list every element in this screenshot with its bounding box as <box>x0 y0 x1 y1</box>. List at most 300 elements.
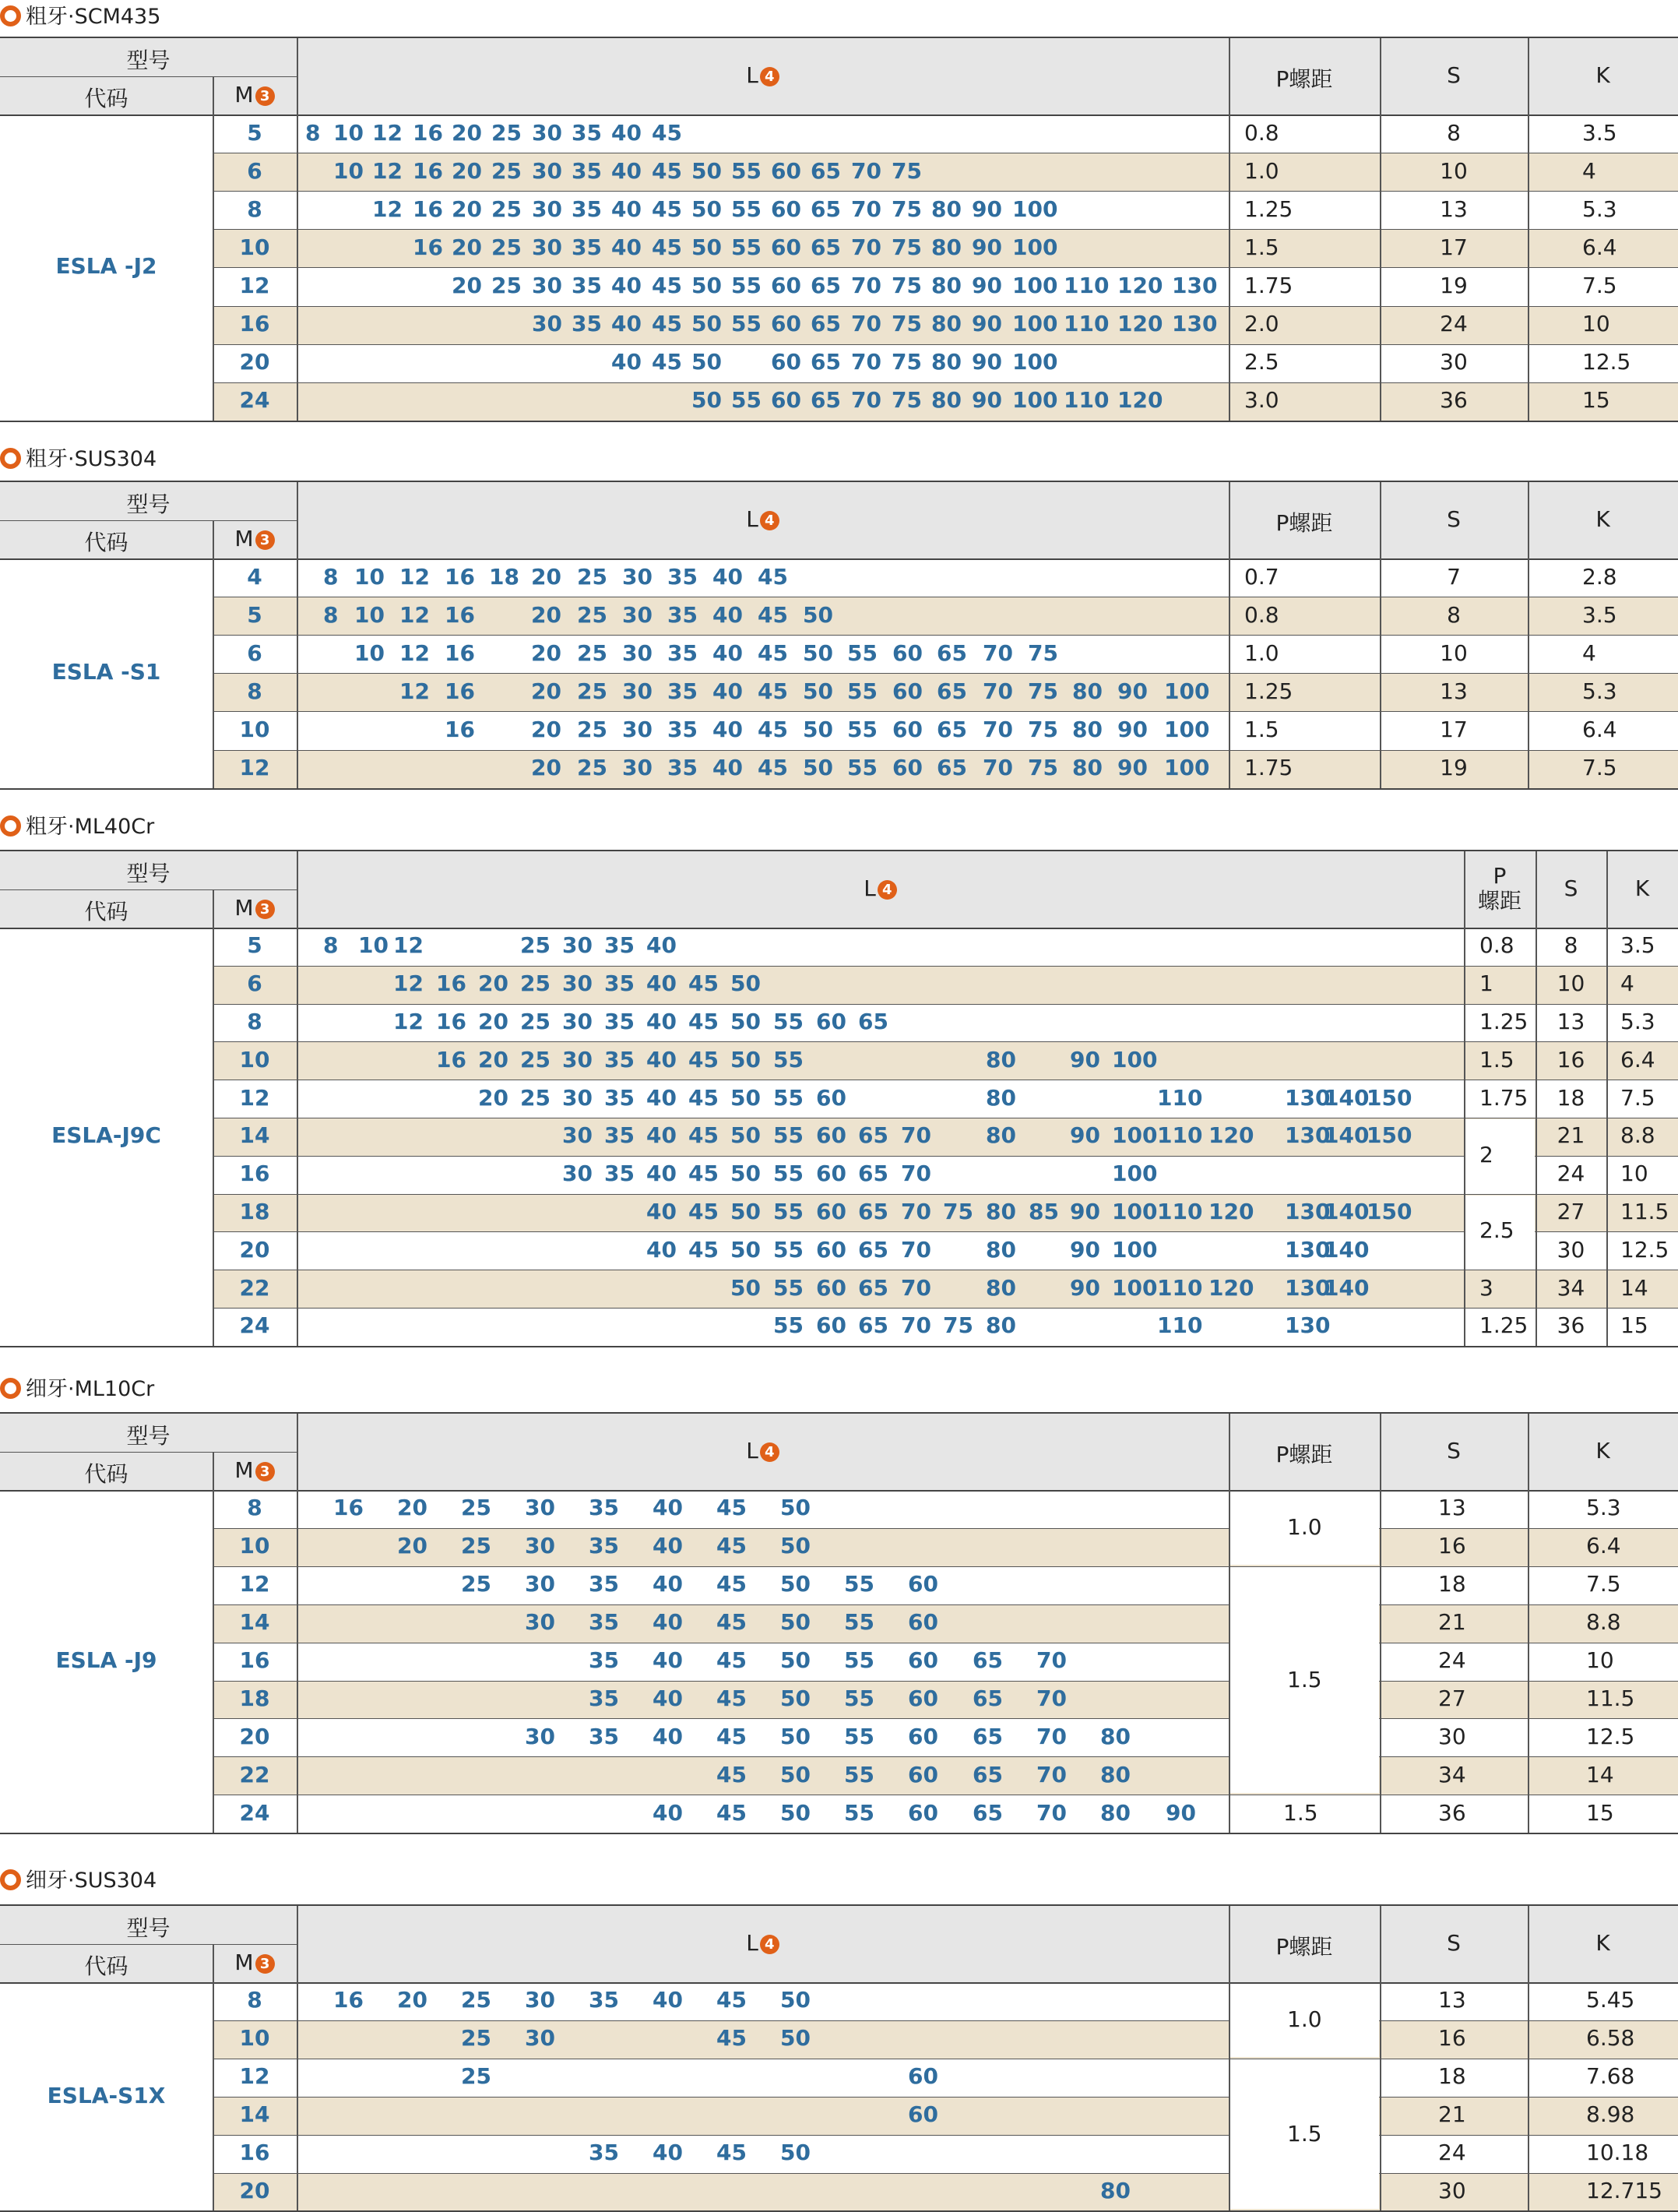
l-value: 40 <box>646 1236 677 1263</box>
l-value: 16 <box>445 563 475 590</box>
l-value: 45 <box>716 1609 747 1636</box>
l-value: 40 <box>611 195 642 222</box>
s-value: 19 <box>1440 272 1468 298</box>
l-value: 100 <box>1012 311 1058 337</box>
l-value: 25 <box>461 2063 491 2090</box>
l-value: 25 <box>491 157 522 184</box>
l-value: 16 <box>436 970 466 997</box>
l-value: 60 <box>892 755 923 781</box>
header-s: S <box>1447 1930 1461 1956</box>
s-value: 24 <box>1438 2140 1466 2166</box>
k-value: 4 <box>1620 970 1634 997</box>
l-value: 110 <box>1157 1199 1203 1224</box>
header-code: 代码 <box>84 85 128 111</box>
m-value: 8 <box>247 195 262 222</box>
l-value: 55 <box>844 1685 874 1711</box>
l-value: 45 <box>688 1161 719 1187</box>
s-value: 18 <box>1438 1571 1466 1597</box>
l-value: 55 <box>773 1199 804 1224</box>
k-value: 10.18 <box>1586 2140 1649 2166</box>
l-value: 75 <box>1028 639 1058 666</box>
l-value: 12 <box>372 119 403 146</box>
l-value: 50 <box>780 2140 811 2166</box>
s-value: 8 <box>1564 932 1578 959</box>
l-value: 60 <box>816 1122 846 1149</box>
m-value: 10 <box>239 716 270 742</box>
l-value: 8 <box>305 119 321 146</box>
l-value: 65 <box>937 716 967 742</box>
l-value: 30 <box>562 1122 593 1149</box>
circle-bullet-icon <box>0 1869 21 1890</box>
m-value: 10 <box>239 234 270 260</box>
s-value: 34 <box>1438 1761 1466 1788</box>
l-value: 45 <box>652 195 682 222</box>
s-value: 17 <box>1440 716 1468 742</box>
m-value: 22 <box>239 1761 270 1788</box>
s-value: 36 <box>1440 387 1468 414</box>
s-value: 8 <box>1447 601 1461 628</box>
l-value: 140 <box>1324 1084 1370 1111</box>
k-value: 7.5 <box>1582 755 1617 781</box>
l-value: 50 <box>803 601 833 628</box>
number-badge-icon: 4 <box>760 67 779 86</box>
l-value: 120 <box>1208 1199 1254 1224</box>
l-value: 50 <box>691 195 722 222</box>
l-value: 65 <box>811 311 841 337</box>
k-value: 6.4 <box>1582 716 1617 742</box>
l-value: 45 <box>716 1495 747 1521</box>
divider <box>213 382 1678 383</box>
m-value: 20 <box>239 2177 270 2203</box>
l-value: 140 <box>1324 1274 1370 1301</box>
l-value: 45 <box>652 311 682 337</box>
l-value: 12 <box>393 932 424 959</box>
l-value: 35 <box>667 639 698 666</box>
spec-table <box>0 37 1678 422</box>
m-value: 12 <box>239 272 270 298</box>
m-value: 5 <box>247 119 262 146</box>
l-value: 70 <box>851 234 881 260</box>
k-value: 6.4 <box>1586 1533 1621 1559</box>
l-value: 55 <box>844 1761 874 1788</box>
header-m-text: M <box>234 894 254 921</box>
l-value: 60 <box>908 2063 938 2090</box>
l-value: 130 <box>1285 1199 1331 1224</box>
section-title-text: 细牙·ML10Cr <box>26 1377 155 1401</box>
k-value: 15 <box>1586 1799 1614 1826</box>
circle-bullet-icon <box>0 815 21 837</box>
divider <box>1229 482 1230 788</box>
k-value: 4 <box>1582 639 1596 666</box>
l-value: 90 <box>1070 1046 1100 1073</box>
section-title <box>0 1867 157 1898</box>
table-row <box>213 1270 1678 1308</box>
section-title-text: 粗牙·SUS304 <box>26 447 157 471</box>
l-value: 12 <box>393 1009 424 1034</box>
l-value: 55 <box>847 639 878 666</box>
divider <box>213 344 1678 345</box>
l-value: 45 <box>716 1723 747 1749</box>
l-value: 25 <box>491 234 522 260</box>
header-model: 型号 <box>126 1422 171 1449</box>
l-value: 60 <box>816 1274 846 1301</box>
l-value: 45 <box>716 1799 747 1826</box>
l-value: 55 <box>773 1122 804 1149</box>
spec-table <box>0 1904 1678 2212</box>
l-value: 60 <box>771 157 801 184</box>
l-value: 25 <box>577 716 607 742</box>
pitch-merged-cell <box>1465 1119 1535 1192</box>
l-value: 40 <box>712 601 743 628</box>
l-value: 35 <box>667 716 698 742</box>
pitch-value: 0.7 <box>1244 563 1279 590</box>
header-model: 型号 <box>126 47 171 73</box>
l-value: 65 <box>973 1647 1003 1674</box>
l-value: 100 <box>1112 1046 1158 1073</box>
l-value: 70 <box>851 387 881 414</box>
m-value: 12 <box>239 2063 270 2090</box>
s-value: 10 <box>1440 639 1468 666</box>
table-row <box>213 966 1678 1004</box>
l-value: 80 <box>1072 716 1103 742</box>
k-value: 6.4 <box>1620 1046 1655 1073</box>
l-value: 35 <box>589 1609 619 1636</box>
l-value: 110 <box>1157 1274 1203 1301</box>
l-value: 50 <box>780 2025 811 2052</box>
k-value: 11.5 <box>1586 1685 1635 1711</box>
l-value: 45 <box>688 1199 719 1224</box>
l-value: 50 <box>730 1084 761 1111</box>
header-pitch-line1: P <box>1493 863 1507 889</box>
l-value: 40 <box>646 932 677 959</box>
divider <box>1606 851 1608 1346</box>
header-pitch-line2: 螺距 <box>1477 888 1521 914</box>
l-value: 40 <box>653 1647 683 1674</box>
l-value: 75 <box>892 157 922 184</box>
l-value: 55 <box>847 678 878 704</box>
l-value: 10 <box>333 157 364 184</box>
l-value: 30 <box>562 1046 593 1073</box>
m-value: 18 <box>239 1199 270 1224</box>
l-value: 55 <box>844 1647 874 1674</box>
number-badge-icon: 4 <box>760 1442 779 1462</box>
l-value: 35 <box>572 311 602 337</box>
divider <box>213 520 214 788</box>
header-s: S <box>1447 1438 1461 1464</box>
l-value: 30 <box>622 601 653 628</box>
l-value: 50 <box>691 157 722 184</box>
divider <box>1380 482 1381 788</box>
l-value: 80 <box>1072 678 1103 704</box>
l-value: 45 <box>652 119 682 146</box>
s-value: 34 <box>1557 1274 1585 1301</box>
l-value: 25 <box>577 639 607 666</box>
l-value: 110 <box>1157 1312 1203 1339</box>
l-value: 30 <box>562 1084 593 1111</box>
m-value: 5 <box>247 932 262 959</box>
l-value: 40 <box>712 755 743 781</box>
divider <box>1229 38 1230 421</box>
l-value: 35 <box>604 1084 635 1111</box>
l-value: 16 <box>445 639 475 666</box>
l-value: 16 <box>413 157 443 184</box>
l-value: 75 <box>892 387 922 414</box>
pitch-value: 1.5 <box>1283 1799 1318 1826</box>
l-value: 100 <box>1164 678 1210 704</box>
divider <box>1528 1906 1529 2210</box>
number-badge-icon: 3 <box>255 530 275 550</box>
header-l-text: L <box>746 1438 758 1464</box>
l-value: 100 <box>1112 1274 1158 1301</box>
l-value: 50 <box>803 678 833 704</box>
l-value: 60 <box>771 195 801 222</box>
l-value: 45 <box>758 716 788 742</box>
header-pitch: P螺距 <box>1275 1442 1333 1467</box>
l-value: 45 <box>716 1987 747 2013</box>
header-code: 代码 <box>84 1460 128 1487</box>
l-value: 110 <box>1064 311 1110 337</box>
l-value: 30 <box>562 970 593 997</box>
l-value: 10 <box>358 932 389 959</box>
pitch-value: 1.25 <box>1479 1312 1528 1339</box>
k-value: 5.45 <box>1586 1987 1635 2013</box>
divider <box>213 673 1678 674</box>
l-value: 55 <box>844 1609 874 1636</box>
l-value: 25 <box>520 970 551 997</box>
l-value: 20 <box>478 970 508 997</box>
header-m-text: M <box>234 1456 254 1483</box>
l-value: 70 <box>851 195 881 222</box>
m-value: 10 <box>239 1533 270 1559</box>
divider <box>1380 38 1381 421</box>
pitch-value: 2 <box>1479 1141 1493 1168</box>
l-value: 16 <box>445 716 475 742</box>
m-value: 12 <box>239 1084 270 1111</box>
m-value: 16 <box>239 2140 270 2166</box>
number-badge-icon: 3 <box>255 900 275 919</box>
l-value: 90 <box>972 311 1002 337</box>
l-value: 60 <box>908 2101 938 2128</box>
l-value: 20 <box>478 1046 508 1073</box>
l-value: 30 <box>622 716 653 742</box>
l-value: 25 <box>520 1084 551 1111</box>
pitch-value: 1.0 <box>1244 639 1279 666</box>
k-value: 12.5 <box>1620 1236 1669 1263</box>
l-value: 55 <box>847 716 878 742</box>
l-value: 8 <box>323 932 339 959</box>
l-value: 20 <box>397 1495 427 1521</box>
l-value: 60 <box>892 678 923 704</box>
k-value: 2.8 <box>1582 563 1617 590</box>
l-value: 25 <box>491 119 522 146</box>
l-value: 25 <box>520 932 551 959</box>
l-value: 100 <box>1012 272 1058 298</box>
divider <box>1528 38 1529 421</box>
section-title-text: 粗牙·ML40Cr <box>26 815 155 839</box>
l-value: 70 <box>901 1122 931 1149</box>
l-value: 16 <box>413 195 443 222</box>
pitch-value: 3 <box>1479 1274 1493 1301</box>
l-value: 100 <box>1112 1161 1158 1187</box>
s-value: 36 <box>1557 1312 1585 1339</box>
l-value: 35 <box>604 1046 635 1073</box>
s-value: 30 <box>1438 2177 1466 2203</box>
divider <box>297 482 298 788</box>
l-value: 60 <box>892 639 923 666</box>
m-value: 20 <box>239 349 270 375</box>
number-badge-icon: 4 <box>760 1935 779 1954</box>
divider <box>1528 482 1529 788</box>
l-value: 45 <box>758 678 788 704</box>
s-value: 13 <box>1440 195 1468 222</box>
l-value: 65 <box>937 678 967 704</box>
header-model: 型号 <box>126 860 171 886</box>
l-value: 120 <box>1208 1274 1254 1301</box>
l-value: 30 <box>562 1009 593 1034</box>
divider <box>213 1156 1678 1157</box>
l-value: 25 <box>577 563 607 590</box>
s-value: 30 <box>1440 349 1468 375</box>
k-value: 15 <box>1620 1312 1648 1339</box>
l-value: 75 <box>1028 716 1058 742</box>
l-value: 65 <box>811 234 841 260</box>
l-value: 8 <box>323 601 339 628</box>
header-m-text: M <box>234 525 254 551</box>
l-value: 40 <box>646 1199 677 1224</box>
l-value: 45 <box>688 1236 719 1263</box>
l-value: 45 <box>688 1046 719 1073</box>
l-value: 25 <box>577 601 607 628</box>
l-value: 40 <box>611 349 642 375</box>
header-pitch <box>1464 864 1536 914</box>
l-value: 65 <box>811 387 841 414</box>
m-value: 24 <box>239 387 270 414</box>
l-value: 45 <box>716 2025 747 2052</box>
m-value: 10 <box>239 1046 270 1073</box>
divider <box>1536 851 1537 1346</box>
l-value: 70 <box>983 639 1013 666</box>
l-value: 20 <box>531 755 561 781</box>
l-value: 100 <box>1012 234 1058 260</box>
divider <box>297 1414 298 1833</box>
m-value: 6 <box>247 970 262 997</box>
k-value: 5.3 <box>1582 195 1617 222</box>
l-value: 35 <box>572 119 602 146</box>
l-value: 50 <box>780 1723 811 1749</box>
k-value: 3.5 <box>1582 601 1617 628</box>
l-value: 45 <box>688 970 719 997</box>
l-value: 40 <box>653 1987 683 2013</box>
circle-bullet-icon <box>0 448 21 469</box>
header-model: 型号 <box>126 1914 171 1941</box>
l-value: 12 <box>399 601 430 628</box>
l-value: 100 <box>1012 195 1058 222</box>
pitch-value: 2.5 <box>1479 1217 1514 1244</box>
l-value: 35 <box>589 1723 619 1749</box>
pitch-value: 1 <box>1479 970 1493 997</box>
l-value: 80 <box>986 1046 1016 1073</box>
l-value: 65 <box>937 755 967 781</box>
divider <box>213 2097 1678 2098</box>
l-value: 35 <box>667 755 698 781</box>
l-value: 65 <box>858 1161 888 1187</box>
pitch-value: 1.25 <box>1244 195 1293 222</box>
pitch-value: 2.5 <box>1244 349 1279 375</box>
l-value: 80 <box>986 1122 1016 1149</box>
s-value: 16 <box>1438 2025 1466 2052</box>
l-value: 40 <box>653 1799 683 1826</box>
l-value: 50 <box>691 311 722 337</box>
l-value: 70 <box>901 1312 931 1339</box>
l-value: 40 <box>611 272 642 298</box>
pitch-value: 3.0 <box>1244 387 1279 414</box>
divider <box>213 635 1678 636</box>
circle-bullet-icon <box>0 5 21 26</box>
l-value: 40 <box>653 1723 683 1749</box>
number-badge-icon: 4 <box>878 880 897 900</box>
l-value: 30 <box>525 1571 555 1597</box>
l-value: 65 <box>858 1199 888 1224</box>
header-m <box>213 895 297 921</box>
header-code: 代码 <box>84 529 128 555</box>
k-value: 4 <box>1582 157 1596 184</box>
s-value: 17 <box>1440 234 1468 260</box>
l-value: 40 <box>646 970 677 997</box>
l-value: 140 <box>1324 1199 1370 1224</box>
l-value: 80 <box>931 234 962 260</box>
l-value: 60 <box>771 234 801 260</box>
l-value: 130 <box>1285 1312 1331 1339</box>
l-value: 35 <box>604 1009 635 1034</box>
divider <box>213 1004 1678 1005</box>
l-value: 80 <box>986 1312 1016 1339</box>
table-row <box>213 1231 1678 1270</box>
s-value: 19 <box>1440 755 1468 781</box>
k-value: 6.58 <box>1586 2025 1635 2052</box>
l-value: 45 <box>716 2140 747 2166</box>
l-value: 40 <box>653 1609 683 1636</box>
divider <box>0 1944 297 1945</box>
l-value: 80 <box>1100 1761 1131 1788</box>
pitch-value: 1.5 <box>1244 234 1279 260</box>
l-value: 45 <box>652 157 682 184</box>
table-row <box>213 1041 1678 1080</box>
l-value: 60 <box>908 1609 938 1636</box>
header-l <box>297 506 1229 532</box>
k-value: 11.5 <box>1620 1199 1669 1224</box>
l-value: 10 <box>333 119 364 146</box>
header-m-text: M <box>234 1949 254 1975</box>
l-value: 20 <box>531 601 561 628</box>
pitch-value: 1.5 <box>1287 2120 1322 2147</box>
model-code: ESLA -J2 <box>55 253 157 280</box>
header-l-text: L <box>746 62 758 88</box>
l-value: 70 <box>901 1161 931 1187</box>
l-value: 50 <box>691 234 722 260</box>
l-value: 30 <box>525 1533 555 1559</box>
l-value: 75 <box>892 195 922 222</box>
l-value: 55 <box>773 1312 804 1339</box>
section-title <box>0 1375 154 1407</box>
m-value: 16 <box>239 1647 270 1674</box>
l-value: 50 <box>730 1236 761 1263</box>
l-value: 70 <box>851 349 881 375</box>
l-value: 45 <box>688 1009 719 1034</box>
l-value: 30 <box>525 1987 555 2013</box>
l-value: 30 <box>525 1495 555 1521</box>
l-value: 40 <box>611 119 642 146</box>
header-m <box>213 526 297 551</box>
